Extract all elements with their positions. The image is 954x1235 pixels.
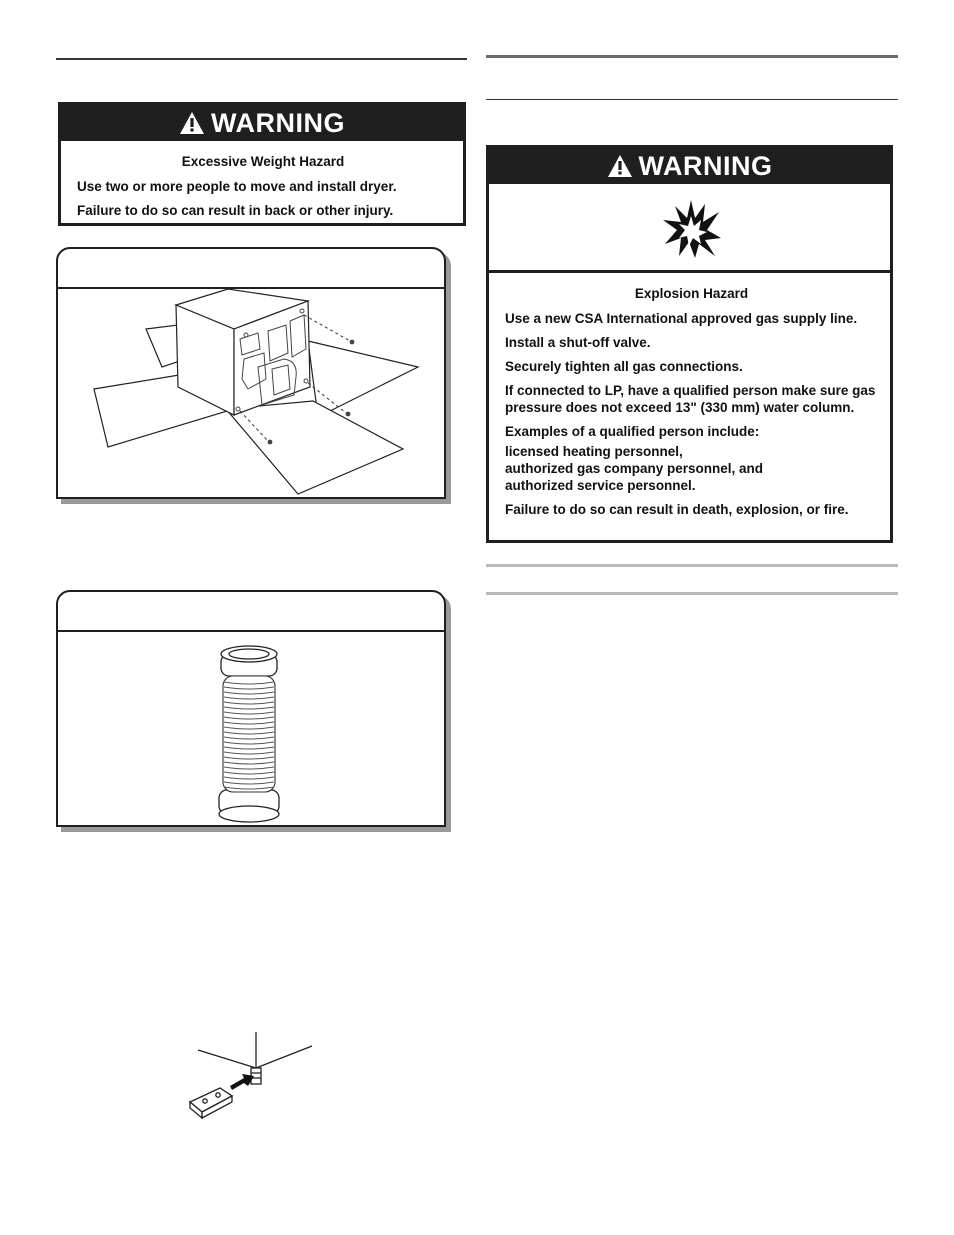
explosion-warning-line: Use a new CSA International approved gas supply line. <box>505 311 858 326</box>
weight-hazard-title: Excessive Weight Hazard <box>181 154 345 169</box>
leveling-foot-illustration <box>180 1028 320 1128</box>
weight-warning-title: WARNING <box>211 107 345 138</box>
right-divider-rule-1 <box>486 564 898 567</box>
flexible-gas-line-illustration <box>58 592 448 829</box>
gas-line-figure <box>56 590 446 827</box>
dryer-on-carton-figure <box>56 247 446 499</box>
dryer-carton-illustration <box>58 249 448 501</box>
explosion-warning-line: licensed heating personnel, <box>505 444 683 459</box>
explosion-symbol-panel <box>489 184 890 273</box>
weight-warning-line: Use two or more people to move and install dryer. <box>77 179 397 194</box>
weight-warning-box <box>58 102 466 226</box>
explosion-warning-body <box>489 273 890 518</box>
explosion-warning-header <box>489 148 890 184</box>
explosion-warning-line: Failure to do so can result in death, explosion, or fire. <box>505 502 849 517</box>
right-divider-rule-2 <box>486 592 898 595</box>
explosion-warning-line: Examples of a qualified person include: <box>505 424 760 439</box>
weight-warning-line: Failure to do so can result in back or other injury. <box>77 203 394 218</box>
weight-warning-header <box>61 105 463 141</box>
explosion-warning-line: authorized service personnel. <box>505 478 696 493</box>
warning-triangle-icon <box>607 154 633 178</box>
explosion-warning-line: Securely tighten all gas connections. <box>505 359 743 374</box>
explosion-warning-line: Install a shut-off valve. <box>505 335 651 350</box>
right-section-rule <box>486 99 898 100</box>
explosion-warning-box <box>486 145 893 543</box>
explosion-icon <box>661 198 723 260</box>
explosion-warning-title: WARNING <box>638 150 773 181</box>
warning-triangle-icon <box>179 111 205 135</box>
explosion-warning-line: authorized gas company personnel, and <box>505 461 764 476</box>
explosion-hazard-title: Explosion Hazard <box>634 286 749 301</box>
explosion-warning-line: If connected to LP, have a qualified person make sure gas pressure does not exceed 13" (330 mm) water column. <box>505 383 876 415</box>
left-top-rule <box>56 58 467 60</box>
weight-warning-body <box>61 141 463 219</box>
right-top-rule <box>486 55 898 58</box>
